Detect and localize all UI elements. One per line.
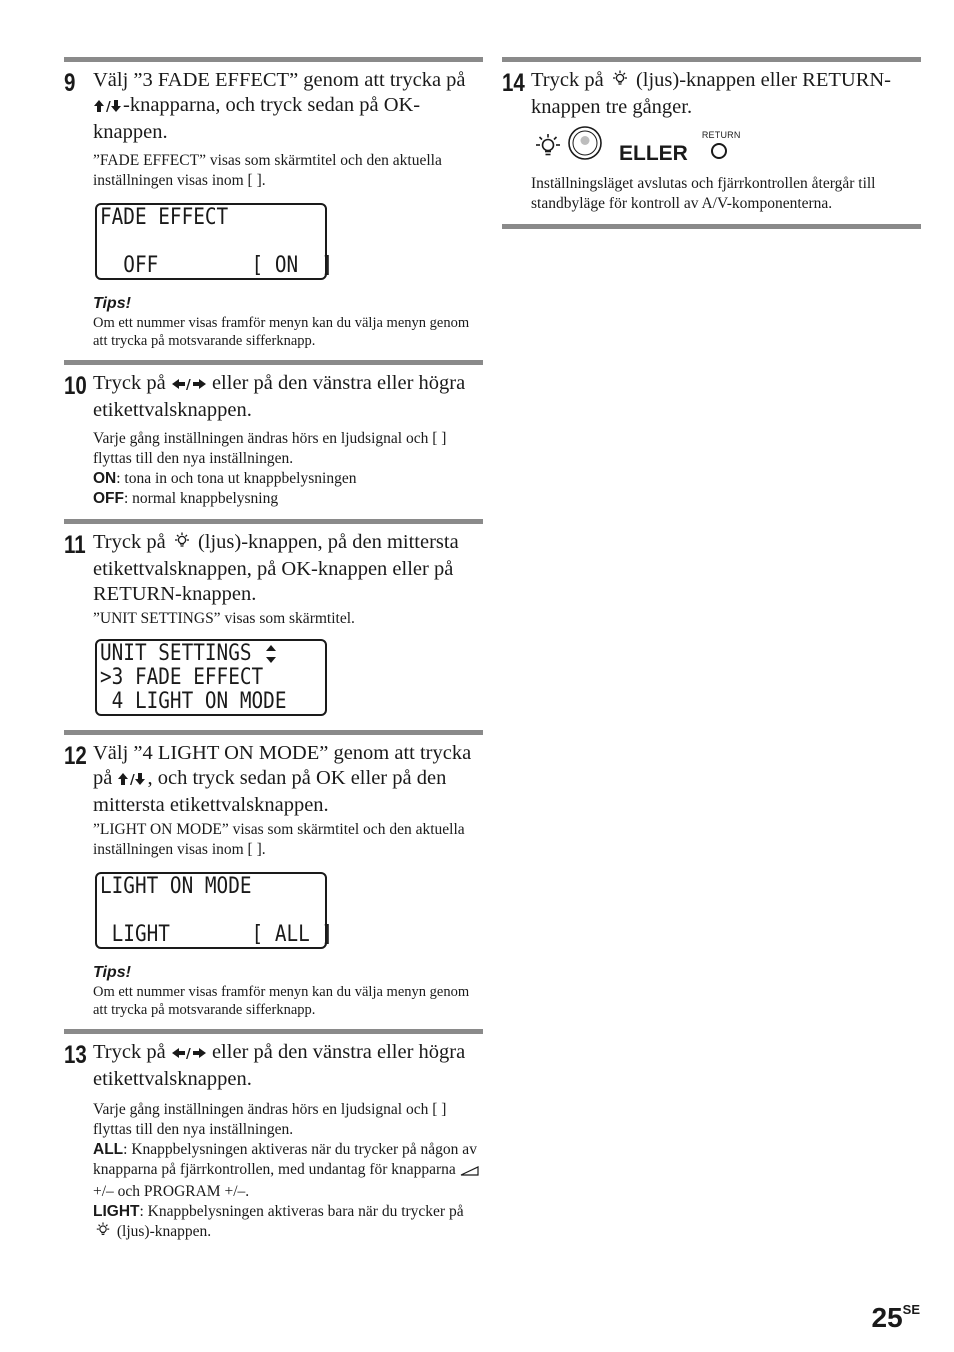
light-button-icon [567, 125, 603, 166]
step-instruction: Tryck på (ljus)-knappen, på den mittersta etikettvalsknappen, på OK-knappen eller på RETURN-knappen. [93, 531, 459, 605]
step-description: ”UNIT SETTINGS” visas som skärmtitel. [93, 610, 355, 627]
left-right-arrow-icon [171, 1042, 207, 1067]
tips [93, 294, 483, 350]
left-right-arrow-icon [171, 373, 207, 398]
step-number: 9 [64, 69, 76, 97]
step-11 [64, 519, 483, 726]
option-term: ON [93, 470, 117, 487]
lcd-display [95, 203, 334, 280]
light-bulb-icon [531, 133, 565, 166]
lcd-display [95, 872, 334, 949]
page-number: $25^{SE}$ [871, 1302, 920, 1333]
tips-label: Tips! [93, 964, 131, 981]
light-bulb-icon [171, 532, 193, 557]
tips-text: Om ett nummer visas framför menyn kan du välja menyn genom att trycka på motsvarande sifferknapp. [93, 315, 470, 349]
up-down-arrow-icon [93, 95, 123, 120]
lcd-menu-item: >3 FADE EFFECT [100, 665, 264, 690]
lcd-title: UNIT SETTINGS [100, 641, 252, 666]
lcd-setting: OFF [ ON ] [100, 253, 334, 278]
step-instruction: Tryck på / eller på den vänstra eller högra etikettvalsknappen. [93, 1041, 466, 1090]
section-end-rule [502, 224, 921, 229]
step-number: 11 [64, 531, 86, 559]
step-number: 10 [64, 372, 87, 400]
option-term: ALL [93, 1141, 124, 1158]
tips-label: Tips! [93, 295, 131, 312]
button-illustration [531, 130, 921, 166]
up-down-arrow-icon [117, 768, 147, 793]
svg-text:/: / [106, 100, 111, 113]
step-13 [64, 1029, 483, 1254]
svg-text:/: / [185, 378, 191, 391]
step-instruction: Välj ”3 FADE EFFECT” genom att trycka på / -knapparna, och tryck sedan på OK-knappen. [93, 69, 466, 143]
step-description: Varje gång inställningen ändras hörs en ljudsignal och [ ] flyttas till den nya inställningen. ON: tona in och tona ut knappbelysningen OFF: normal knappbelysning [93, 430, 447, 507]
lcd-setting: LIGHT [ ALL ] [100, 922, 334, 947]
light-bulb-icon [609, 70, 631, 95]
return-label: RETURN [701, 130, 741, 140]
step-instruction: Tryck på (ljus)-knappen eller RETURN-knappen tre gånger. [531, 69, 891, 118]
step-number: 12 [64, 742, 87, 770]
step-description: Varje gång inställningen ändras hörs en ljudsignal och [ ] flyttas till den nya inställningen. ALL: Knappbelysningen aktiveras när du trycker på någon av knapparna på fjärrkontrollen, med undantag för knapparna +/– och PROGRAM +/–. LIGHT: Knappbelysningen aktiveras bara när du trycker på (ljus)-knappen. [93, 1100, 483, 1244]
step-instruction: Välj ”4 LIGHT ON MODE” genom att trycka på / , och tryck sedan på OK eller på den mittersta etikettvalsknappen. [93, 742, 472, 816]
option-term: OFF [93, 490, 124, 507]
step-number: 14 [502, 69, 525, 97]
left-column [64, 57, 483, 1254]
lcd-display [95, 639, 327, 716]
svg-text:/: / [130, 773, 136, 786]
lcd-title: FADE EFFECT [100, 205, 229, 230]
svg-text:/: / [185, 1047, 191, 1060]
step-14 [502, 57, 921, 224]
right-column [502, 57, 921, 229]
tips-text: Om ett nummer visas framför menyn kan du välja menyn genom att trycka på motsvarande sifferknapp. [93, 984, 470, 1018]
option-term: LIGHT [93, 1203, 140, 1220]
step-instruction: Tryck på / eller på den vänstra eller högra etikettvalsknappen. [93, 372, 466, 421]
step-number: 13 [64, 1041, 87, 1069]
step-description: ”LIGHT ON MODE” visas som skärmtitel och den aktuella inställningen visas inom [ ]. [93, 821, 465, 858]
step-description: Inställningsläget avslutas och fjärrkontrollen återgår till standbyläge för kontroll av A/V-komponenterna. [531, 175, 876, 212]
lcd-menu-item: 4 LIGHT ON MODE [100, 689, 287, 714]
lcd-title: LIGHT ON MODE [100, 874, 252, 899]
step-10 [64, 360, 483, 519]
step-12 [64, 730, 483, 1029]
step-9 [64, 57, 483, 360]
return-button-icon [702, 130, 742, 166]
step-description: ”FADE EFFECT” visas som skärmtitel och den aktuella inställningen visas inom [ ]. [93, 152, 442, 189]
or-label: ELLER [619, 142, 688, 165]
tips [93, 963, 483, 1019]
light-bulb-icon [93, 1222, 113, 1244]
volume-wedge-icon [460, 1162, 480, 1182]
